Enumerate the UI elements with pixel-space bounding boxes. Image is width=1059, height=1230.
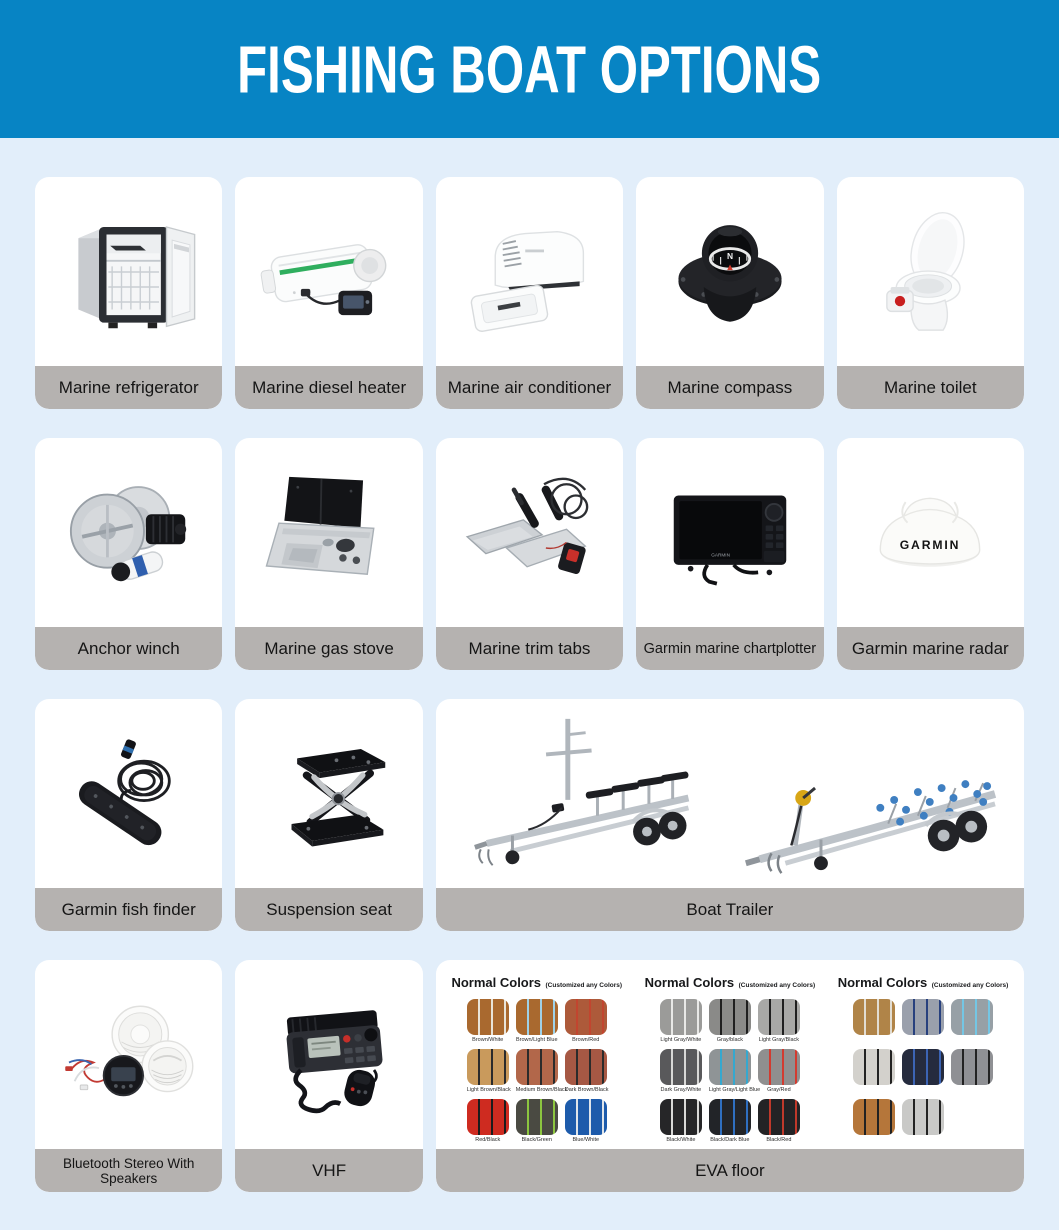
fish-finder-icon bbox=[54, 719, 204, 869]
eva-swatch-label: Red/Black bbox=[475, 1137, 501, 1143]
eva-swatch bbox=[467, 999, 509, 1044]
eva-swatch-label: Brown/Red bbox=[572, 1037, 600, 1043]
product-card-marine-trim-tabs bbox=[436, 438, 623, 670]
eva-swatch-grid bbox=[637, 999, 823, 1144]
eva-swatch-grid bbox=[830, 999, 1016, 1144]
product-label: Anchor winch bbox=[35, 627, 222, 670]
eva-swatch-label: Brown/White bbox=[472, 1037, 504, 1043]
eva-swatch-label: Gray/black bbox=[716, 1037, 744, 1043]
product-label: Garmin fish finder bbox=[35, 888, 222, 931]
product-card-garmin-fish-finder bbox=[35, 699, 222, 931]
eva-swatch bbox=[758, 1049, 800, 1094]
garmin-marine-radar-image bbox=[837, 438, 1024, 627]
product-label: Garmin marine chartplotter bbox=[636, 627, 823, 670]
marine-trim-tabs-image bbox=[436, 438, 623, 627]
eva-swatch bbox=[709, 999, 751, 1044]
anchor-winch-image bbox=[35, 438, 222, 627]
eva-swatch bbox=[660, 1099, 702, 1144]
product-label: Garmin marine radar bbox=[837, 627, 1024, 670]
eva-swatch-tile bbox=[467, 999, 509, 1035]
normal-colors-heading: Normal Colors bbox=[644, 975, 735, 990]
product-label: Marine compass bbox=[636, 366, 823, 409]
product-card-marine-refrigerator bbox=[35, 177, 222, 409]
eva-group-title bbox=[444, 974, 630, 992]
air-conditioner-icon bbox=[454, 197, 604, 347]
eva-swatch-tile bbox=[467, 1099, 509, 1135]
eva-swatch-label: Dark Gray/White bbox=[660, 1087, 702, 1093]
eva-swatch bbox=[565, 1049, 607, 1094]
product-label: Marine air conditioner bbox=[436, 366, 623, 409]
eva-swatch-tile bbox=[516, 1049, 558, 1085]
eva-swatch-tile bbox=[709, 1049, 751, 1085]
eva-swatch bbox=[709, 1099, 751, 1144]
eva-swatch-tile bbox=[565, 999, 607, 1035]
chartplotter-icon bbox=[655, 458, 805, 608]
svg-text:N: N bbox=[726, 250, 733, 261]
product-label: Marine gas stove bbox=[235, 627, 422, 670]
eva-swatch bbox=[853, 999, 895, 1044]
product-card-marine-compass bbox=[636, 177, 823, 409]
product-label: Marine toilet bbox=[837, 366, 1024, 409]
product-label: Marine refrigerator bbox=[35, 366, 222, 409]
eva-swatch bbox=[758, 999, 800, 1044]
product-card-marine-diesel-heater bbox=[235, 177, 422, 409]
garmin-marine-chartplotter-image bbox=[636, 438, 823, 627]
product-card-eva-floor bbox=[436, 960, 1024, 1192]
product-card-marine-air-conditioner bbox=[436, 177, 623, 409]
eva-swatch-grid bbox=[444, 999, 630, 1144]
eva-swatch-label bbox=[902, 1137, 944, 1144]
eva-swatch-tile bbox=[516, 1099, 558, 1135]
product-card-marine-toilet bbox=[837, 177, 1024, 409]
eva-swatch-label: Dark Brown/Black bbox=[564, 1087, 609, 1093]
anchor-winch-icon bbox=[54, 458, 204, 608]
product-grid bbox=[0, 138, 1059, 1230]
product-label: Marine trim tabs bbox=[436, 627, 623, 670]
eva-swatch-tile bbox=[467, 1049, 509, 1085]
eva-color-group-3 bbox=[830, 970, 1016, 1149]
eva-swatch-tile bbox=[660, 1099, 702, 1135]
product-label: VHF bbox=[235, 1149, 422, 1192]
boat-trailer-icon bbox=[452, 705, 1008, 883]
product-card-marine-gas-stove bbox=[235, 438, 422, 670]
gas-stove-icon bbox=[254, 458, 404, 608]
product-label: Boat Trailer bbox=[436, 888, 1024, 931]
eva-swatch bbox=[951, 1049, 993, 1094]
eva-swatch bbox=[660, 1049, 702, 1094]
marine-compass-image bbox=[636, 177, 823, 366]
eva-swatch bbox=[467, 1099, 509, 1144]
eva-swatch-label bbox=[853, 1087, 895, 1094]
eva-swatch-label bbox=[853, 1037, 895, 1044]
eva-swatch bbox=[902, 999, 944, 1044]
marine-refrigerator-image bbox=[35, 177, 222, 366]
eva-swatch-label: Light Gray/Light Blue bbox=[708, 1087, 761, 1093]
product-card-vhf bbox=[235, 960, 422, 1192]
toilet-icon bbox=[855, 197, 1005, 347]
eva-swatch-label bbox=[902, 1087, 944, 1094]
eva-swatch-label: Light Gray/White bbox=[660, 1037, 702, 1043]
eva-swatch-label bbox=[951, 1087, 993, 1094]
product-card-bluetooth-stereo bbox=[35, 960, 222, 1192]
customized-colors-note: (Customized any Colors) bbox=[738, 982, 816, 989]
eva-swatch-label: Brown/Light Blue bbox=[515, 1037, 558, 1043]
suspension-seat-image bbox=[235, 699, 422, 888]
eva-color-groups bbox=[436, 960, 1024, 1149]
product-card-garmin-marine-chartplotter bbox=[636, 438, 823, 670]
eva-swatch-tile bbox=[565, 1099, 607, 1135]
product-card-boat-trailer bbox=[436, 699, 1024, 931]
bluetooth-stereo-image bbox=[35, 960, 222, 1149]
eva-group-title bbox=[830, 974, 1016, 992]
eva-swatch bbox=[758, 1099, 800, 1144]
eva-swatch-label bbox=[951, 1037, 993, 1044]
product-card-suspension-seat bbox=[235, 699, 422, 931]
eva-swatch bbox=[708, 1049, 761, 1094]
radar-dome-icon bbox=[855, 458, 1005, 608]
eva-swatch-tile bbox=[758, 1049, 800, 1085]
product-label: Bluetooth Stereo With Speakers bbox=[35, 1149, 222, 1192]
eva-swatch-tile bbox=[565, 1049, 607, 1085]
eva-swatch-label: Light Gray/Black bbox=[758, 1037, 800, 1043]
suspension-seat-icon bbox=[254, 719, 404, 869]
eva-swatch bbox=[951, 999, 993, 1044]
eva-swatch-label: Black/Dark Blue bbox=[710, 1137, 750, 1143]
eva-swatch-label bbox=[853, 1137, 895, 1144]
compass-icon bbox=[655, 197, 805, 347]
eva-swatch-tile bbox=[902, 999, 944, 1035]
marine-diesel-heater-image bbox=[235, 177, 422, 366]
eva-swatch-label: Blue/White bbox=[572, 1137, 600, 1143]
eva-swatch bbox=[853, 1099, 895, 1144]
eva-swatch-label: Medium Brown/Black bbox=[515, 1087, 568, 1093]
eva-swatch-tile bbox=[853, 999, 895, 1035]
vhf-radio-image bbox=[235, 960, 422, 1149]
eva-swatch-tile bbox=[853, 1099, 895, 1135]
eva-swatch-tile bbox=[951, 999, 993, 1035]
eva-color-group-2 bbox=[637, 970, 823, 1149]
eva-swatch-label: Black/White bbox=[666, 1137, 696, 1143]
normal-colors-heading: Normal Colors bbox=[837, 975, 928, 990]
eva-swatch-tile bbox=[709, 1099, 751, 1135]
stereo-speakers-icon bbox=[54, 980, 204, 1130]
page-header bbox=[0, 0, 1059, 138]
normal-colors-heading: Normal Colors bbox=[451, 975, 542, 990]
eva-swatch bbox=[853, 1049, 895, 1094]
eva-swatch bbox=[902, 1049, 944, 1094]
product-card-anchor-winch bbox=[35, 438, 222, 670]
boat-trailer-image bbox=[436, 699, 1024, 888]
diesel-heater-icon bbox=[254, 197, 404, 347]
eva-swatch bbox=[516, 999, 558, 1044]
eva-floor-colors-panel bbox=[436, 960, 1024, 1149]
eva-swatch bbox=[660, 999, 702, 1044]
product-label: Marine diesel heater bbox=[235, 366, 422, 409]
svg-text:GARMIN: GARMIN bbox=[899, 537, 961, 552]
eva-swatch-label: Black/Green bbox=[521, 1137, 552, 1143]
page-title: FISHING BOAT OPTIONS bbox=[237, 31, 822, 107]
refrigerator-icon bbox=[54, 197, 204, 347]
eva-swatch-tile bbox=[660, 999, 702, 1035]
eva-swatch-label: Light Brown/Black bbox=[466, 1087, 511, 1093]
eva-swatch-tile bbox=[758, 999, 800, 1035]
eva-swatch-tile bbox=[516, 999, 558, 1035]
eva-swatch-tile bbox=[758, 1099, 800, 1135]
eva-group-title bbox=[637, 974, 823, 992]
eva-swatch bbox=[565, 999, 607, 1044]
marine-toilet-image bbox=[837, 177, 1024, 366]
eva-swatch bbox=[565, 1099, 607, 1144]
marine-air-conditioner-image bbox=[436, 177, 623, 366]
customized-colors-note: (Customized any Colors) bbox=[545, 982, 623, 989]
product-label: EVA floor bbox=[436, 1149, 1024, 1192]
svg-text:GARMIN: GARMIN bbox=[711, 551, 730, 557]
customized-colors-note: (Customized any Colors) bbox=[931, 982, 1009, 989]
eva-swatch bbox=[467, 1049, 509, 1094]
eva-swatch-tile bbox=[660, 1049, 702, 1085]
eva-swatch-tile bbox=[951, 1049, 993, 1085]
eva-swatch-tile bbox=[902, 1099, 944, 1135]
eva-color-group-1 bbox=[444, 970, 630, 1149]
eva-swatch bbox=[902, 1099, 944, 1144]
eva-swatch bbox=[515, 1049, 568, 1094]
eva-swatch-label bbox=[902, 1037, 944, 1044]
garmin-fish-finder-image bbox=[35, 699, 222, 888]
trim-tabs-icon bbox=[454, 458, 604, 608]
eva-swatch-tile bbox=[709, 999, 751, 1035]
eva-swatch-label: Black/Red bbox=[766, 1137, 792, 1143]
eva-swatch bbox=[516, 1099, 558, 1144]
product-label: Suspension seat bbox=[235, 888, 422, 931]
eva-swatch-tile bbox=[853, 1049, 895, 1085]
product-card-garmin-marine-radar bbox=[837, 438, 1024, 670]
eva-swatch-label: Gray/Red bbox=[767, 1087, 791, 1093]
vhf-radio-icon bbox=[254, 980, 404, 1130]
eva-swatch-tile bbox=[902, 1049, 944, 1085]
marine-gas-stove-image bbox=[235, 438, 422, 627]
